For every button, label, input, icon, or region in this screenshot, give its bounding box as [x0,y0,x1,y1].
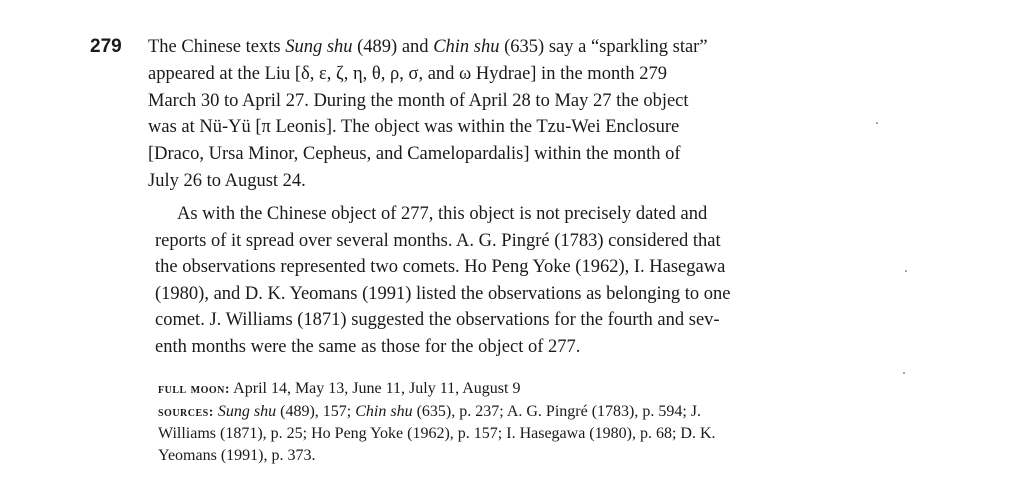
text-line: As with the Chinese object of 277, this object is not precisely dated and [177,204,708,224]
source-title: Chin shu [433,37,500,57]
sources-line: Yeomans (1991), p. 373. [158,446,316,464]
source-title: Sung shu [285,37,353,57]
text-line: July 26 to August 24. [148,170,306,191]
text-line: comet. J. Williams (1871) suggested the observations for the fourth and sev- [155,310,720,331]
entry-paragraph-2 [155,201,845,361]
text-line: the observations represented two comets. Ho Peng Yoke (1962), I. Hasegawa [155,257,726,278]
entry-number: 279 [90,36,122,57]
sources-label: sources: [158,404,214,420]
text-run: (489) and [352,37,434,57]
sources-line [158,401,848,424]
full-moon-line [158,378,848,401]
text-run: (635) say a “sparkling star” [499,37,708,57]
text-line: (1980), and D. K. Yeomans (1991) listed the observations as belonging to one [155,283,731,304]
scan-speck [905,270,907,272]
sources-line: Williams (1871), p. 25; Ho Peng Yoke (1962), p. 157; I. Hasegawa (1980), p. 68; D. K. [158,425,716,442]
scan-speck [876,122,878,124]
text-line: appeared at the Liu [δ, ε, ζ, η, θ, ρ, σ, and ω Hydrae] in the month 279 [148,63,667,84]
source-title: Sung shu [217,402,277,420]
text-run: (635), p. 237; A. G. Pingré (1783), p. 594; J. [412,402,702,420]
entry-notes [158,378,848,466]
full-moon-label: full moon: [158,382,231,397]
full-moon-dates: April 14, May 13, June 11, July 11, August 9 [230,380,521,397]
text-line: [Draco, Ursa Minor, Cepheus, and Camelopardalis] within the month of [148,144,681,165]
entry-paragraph-1 [148,34,838,195]
scan-speck [903,372,905,374]
text-line: enth months were the same as those for the object of 277. [155,336,581,357]
text-line: March 30 to April 27. During the month of April 28 to May 27 the object [148,90,689,111]
text-line [148,34,838,61]
text-line: was at Nü-Yü [π Leonis]. The object was within the Tzu-Wei Enclosure [148,117,680,138]
source-title: Chin shu [355,402,413,420]
text-line: reports of it spread over several months. A. G. Pingré (1783) considered that [155,230,721,251]
text-run: (489), 157; [276,402,356,420]
text-run: The Chinese texts [148,37,286,57]
